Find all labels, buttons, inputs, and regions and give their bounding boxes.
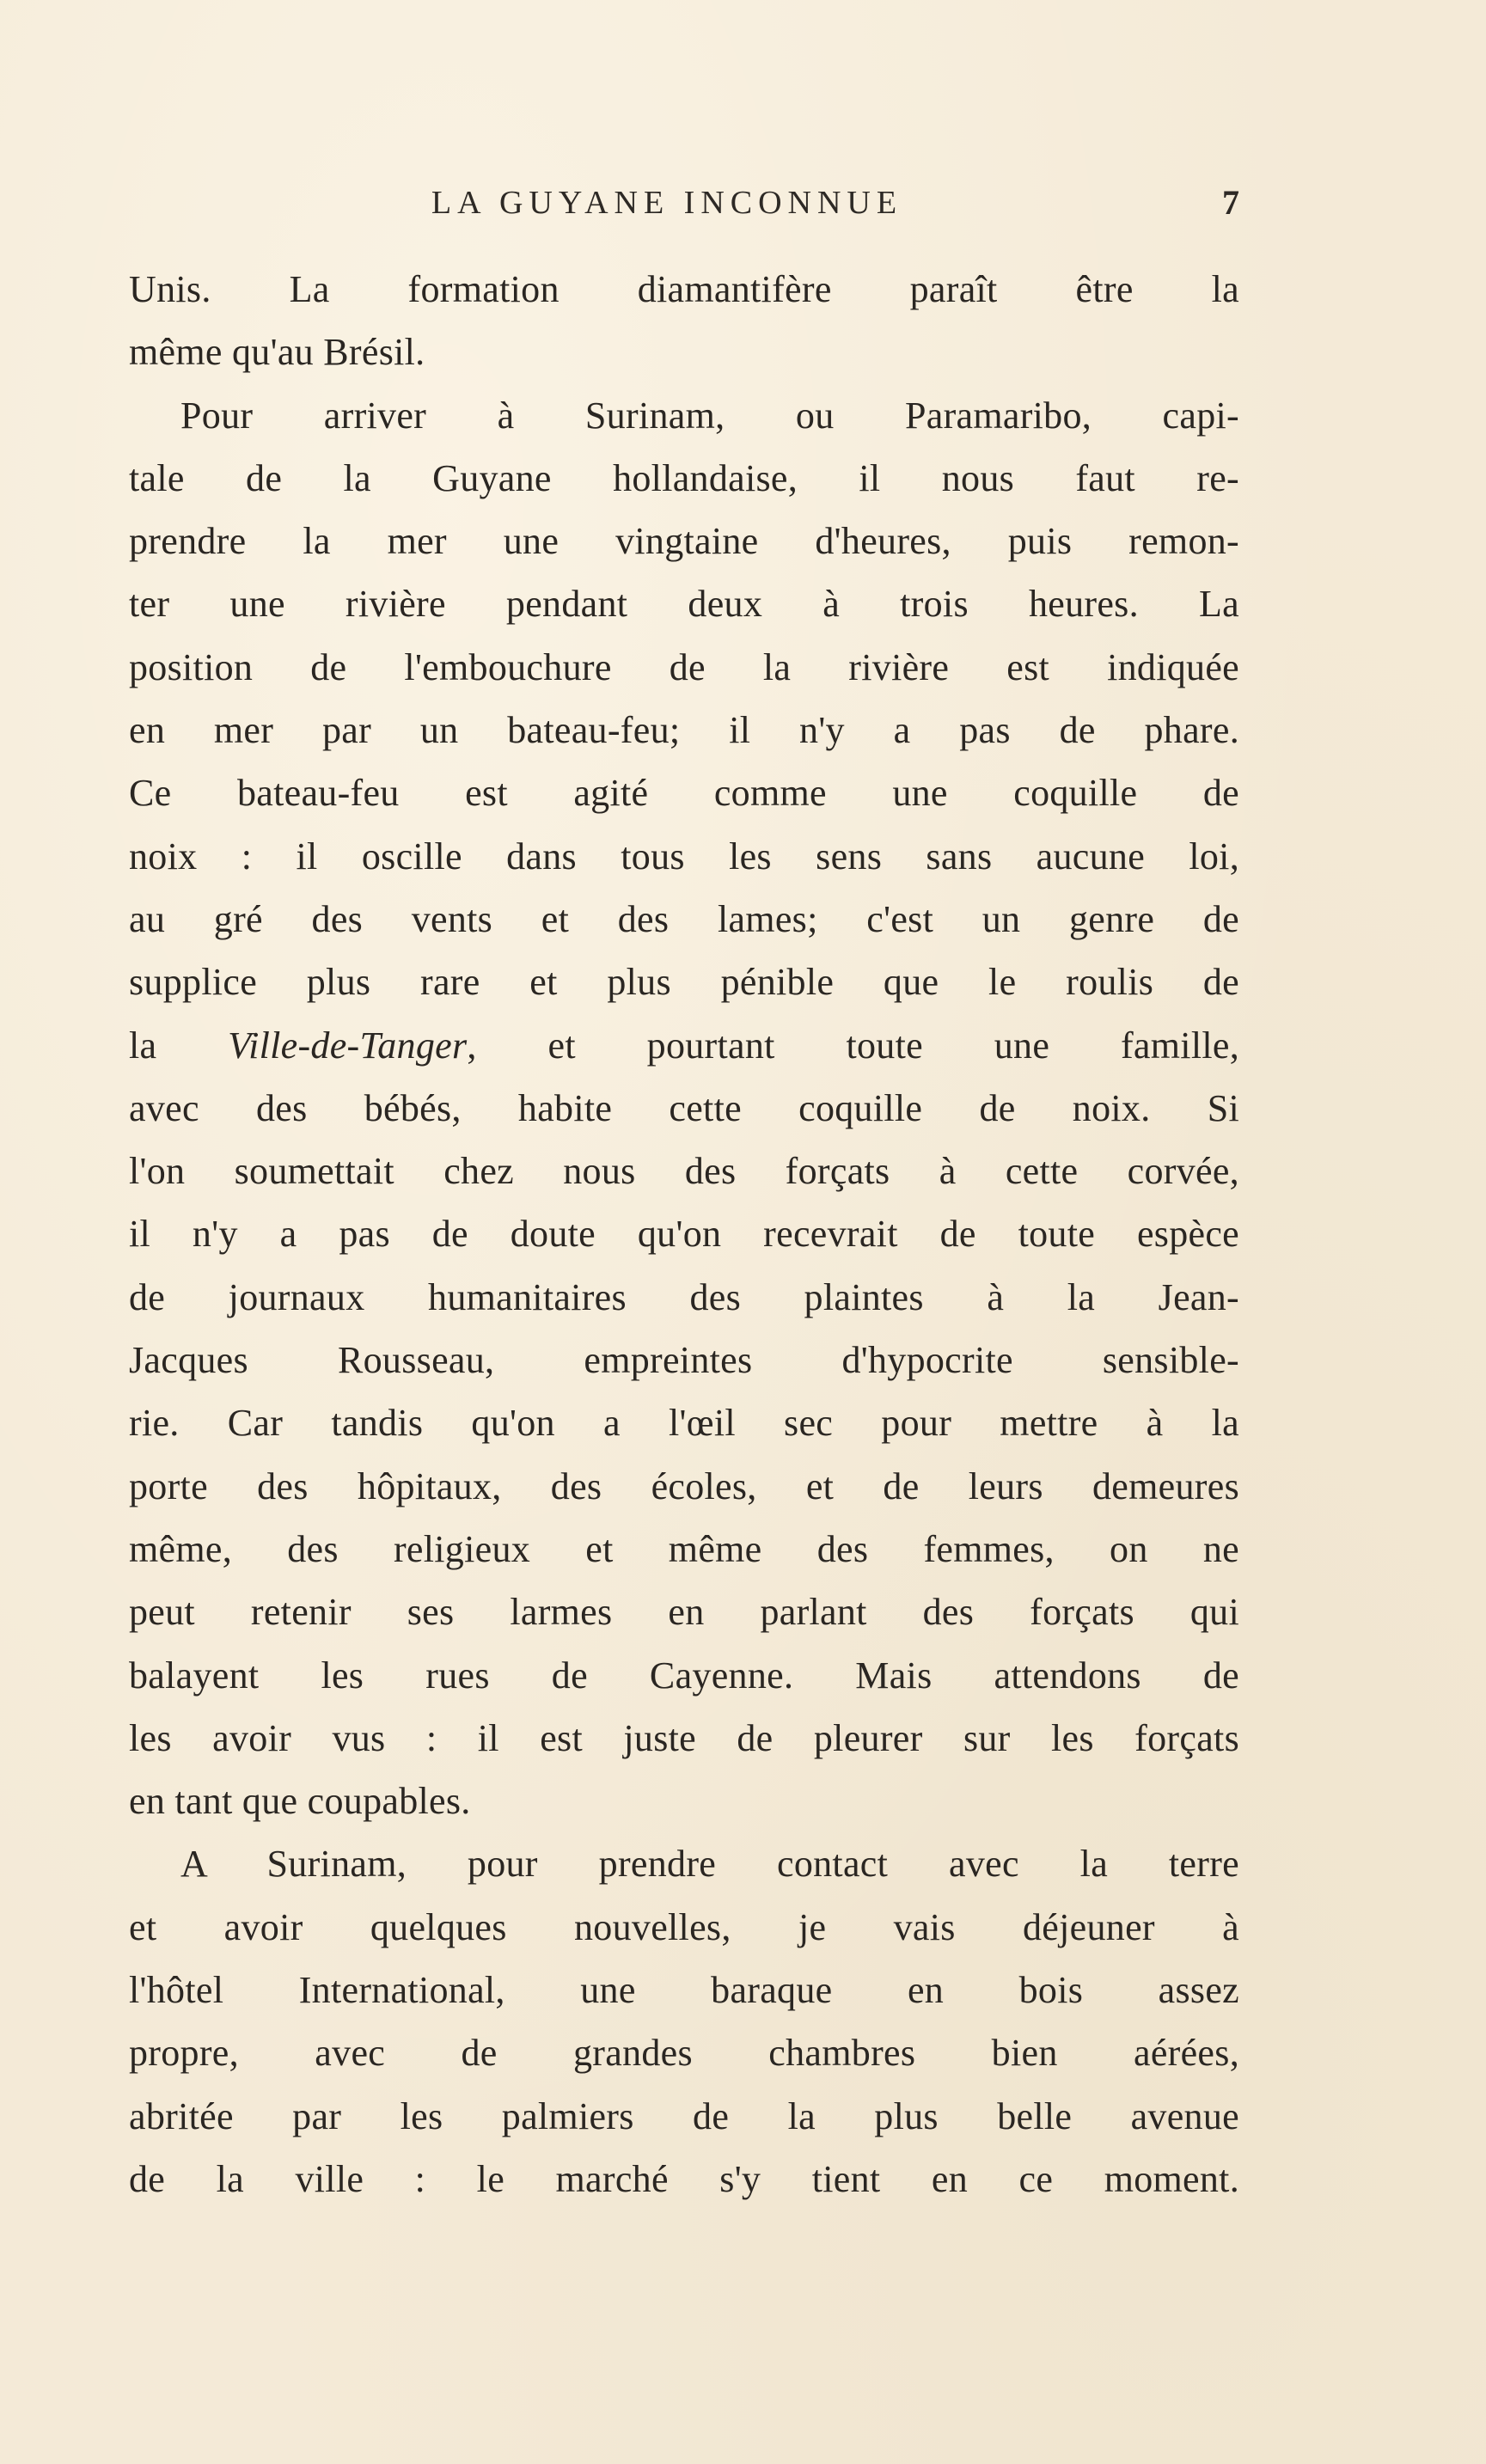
text-line: tale de la Guyane hollandaise, il nous faut re-: [129, 456, 1239, 499]
text-line: balayent les rues de Cayenne. Mais attendons de: [129, 1654, 1239, 1697]
text-line: abritée par les palmiers de la plus belle avenue: [129, 2094, 1239, 2137]
text-line: en tant que coupables.: [129, 1780, 471, 1823]
text-line: position de l'embouchure de la rivière est indiquée: [129, 645, 1239, 688]
text-line: l'on soumettait chez nous des forçats à cette corvée,: [129, 1150, 1239, 1193]
text-line: rie. Car tandis qu'on a l'œil sec pour mettre à la: [129, 1402, 1239, 1445]
text-line: l'hôtel International, une baraque en bois assez: [129, 1969, 1239, 2012]
text-line: les avoir vus : il est juste de pleurer sur les forçats: [129, 1716, 1239, 1759]
text-line: de journaux humanitaires des plaintes à la Jean-: [129, 1275, 1239, 1318]
text-line: Ce bateau-feu est agité comme une coquille de: [129, 772, 1239, 815]
ship-name-italic: Ville-de-Tanger: [228, 1024, 468, 1067]
text-line: Unis. La formation diamantifère paraît être la: [129, 268, 1239, 310]
paragraph-start-line: Pour arriver à Surinam, ou Paramaribo, capi-: [180, 394, 1239, 437]
text-line: il n'y a pas de doute qu'on recevrait de toute espèce: [129, 1213, 1239, 1256]
text-line: porte des hôpitaux, des écoles, et de leurs demeures: [129, 1464, 1239, 1507]
body-text: [129, 258, 1239, 2210]
text-line: même qu'au Brésil.: [129, 331, 425, 374]
text-line: noix : il oscille dans tous les sens sans aucune loi,: [129, 835, 1239, 877]
text-line: propre, avec de grandes chambres bien aérées,: [129, 2032, 1239, 2075]
text-line: de la ville : le marché s'y tient en ce moment.: [129, 2157, 1239, 2200]
text-line: prendre la mer une vingtaine d'heures, puis remon-: [129, 520, 1239, 563]
text-line-with-italic: [129, 1014, 1239, 1077]
text-segment: la: [129, 1024, 229, 1067]
paragraph-start-line: A Surinam, pour prendre contact avec la terre: [180, 1843, 1239, 1886]
text-line: supplice plus rare et plus pénible que le roulis de: [129, 961, 1239, 1004]
text-line: peut retenir ses larmes en parlant des forçats qui: [129, 1591, 1239, 1634]
text-line: même, des religieux et même des femmes, on ne: [129, 1527, 1239, 1570]
text-line: au gré des vents et des lames; c'est un genre de: [129, 897, 1239, 940]
text-segment: , et pourtant toute une famille,: [467, 1024, 1239, 1067]
text-line: Jacques Rousseau, empreintes d'hypocrite sensible-: [129, 1339, 1239, 1382]
running-title: LA GUYANE INCONNUE: [431, 185, 903, 221]
text-line: et avoir quelques nouvelles, je vais déjeuner à: [129, 1905, 1239, 1948]
text-line: avec des bébés, habite cette coquille de noix. Si: [129, 1086, 1239, 1129]
running-head: [129, 179, 1239, 227]
page-number: 7: [1222, 183, 1239, 222]
text-line: en mer par un bateau-feu; il n'y a pas de phare.: [129, 709, 1239, 752]
text-line: ter une rivière pendant deux à trois heures. La: [129, 583, 1239, 626]
